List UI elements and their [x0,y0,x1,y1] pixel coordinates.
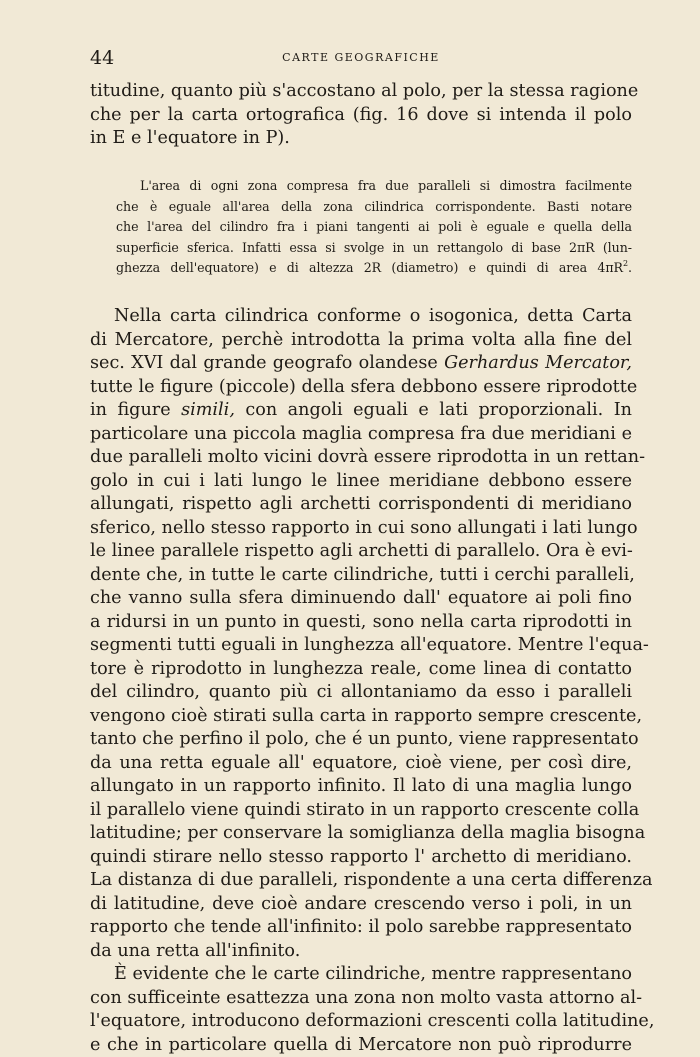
text-line: che per la carta ortografica (fig. 16 dove si intenda il polo [90,104,632,128]
text-line: le linee parallele rispetto agli archetti di parallelo. Ora è evi- [90,540,632,564]
text-line: golo in cui i lati lungo le linee meridiane debbono essere [90,470,632,494]
text-line: il parallelo viene quindi stirato in un rapporto crescente colla [90,799,632,823]
main-paragraph [90,305,632,1057]
text-line: tore è riprodotto in lunghezza reale, come linea di contatto [90,658,632,682]
text-line: di Mercatore, perchè introdotta la prima volta alla fine del [90,329,632,353]
note-line-text: ghezza dell'equatore) e di altezza 2R (diametro) e quindi di area 4πR [116,260,623,275]
text-line: Nella carta cilindrica conforme o isogonica, detta Carta [90,305,632,329]
text-span: in figure [90,400,181,420]
text-line: segmenti tutti eguali in lunghezza all'equatore. Mentre l'equa- [90,634,632,658]
note-line-end: . [628,260,632,275]
note-line: superficie sferica. Infatti essa si svolge in un rettangolo di base 2πR (lun- [116,238,632,259]
note-line: che l'area del cilindro fra i piani tangenti ai poli è eguale e quella della [116,217,632,238]
text-line: dente che, in tutte le carte cilindriche, tutti i cerchi paralleli, [90,564,632,588]
italic-name: Gerhardus Mercator, [444,353,632,373]
text-line: latitudine; per conservare la somiglianza della maglia bisogna [90,822,632,846]
italic-word: simili, [181,400,235,420]
note-line: che è eguale all'area della zona cilindrica corrispondente. Basti notare [116,197,632,218]
text-line: particolare una piccola maglia compresa fra due meridiani e [90,423,632,447]
text-line: e che in particolare quella di Mercatore non può riprodurre [90,1034,632,1057]
text-line: tutte le figure (piccole) della sfera debbono essere riprodotte [90,376,632,400]
page-header [90,47,632,73]
intro-paragraph [90,80,632,151]
text-line: che vanno sulla sfera diminuendo dall' equatore ai poli fino [90,587,632,611]
footnote-block [116,176,632,279]
text-line: con sufficeinte esattezza una zona non molto vasta attorno al- [90,987,632,1011]
text-line: vengono cioè stirati sulla carta in rapporto sempre crescente, [90,705,632,729]
text-line: l'equatore, introducono deformazioni crescenti colla latitudine, [90,1010,632,1034]
text-line: da una retta all'infinito. [90,940,632,964]
note-line [116,258,632,279]
note-line: L'area di ogni zona compresa fra due paralleli si dimostra facilmente [116,176,632,197]
text-line: di latitudine, deve cioè andare crescendo verso i poli, in un [90,893,632,917]
text-line: a ridursi in un punto in questi, sono nella carta riprodotti in [90,611,632,635]
text-line: da una retta eguale all' equatore, cioè viene, per così dire, [90,752,632,776]
text-line: titudine, quanto più s'accostano al polo, per la stessa ragione [90,80,632,104]
text-line: rapporto che tende all'infinito: il polo sarebbe rappresentato [90,916,632,940]
text-line [90,352,632,376]
running-title: CARTE GEOGRAFICHE [90,51,632,64]
text-span: con angoli eguali e lati proporzionali. In [235,400,632,420]
text-span: sec. XVI dal grande geografo olandese [90,353,444,373]
text-line: due paralleli molto vicini dovrà essere riprodotta in un rettan- [90,446,632,470]
superscript: 2 [623,259,628,268]
text-line: allungato in un rapporto infinito. Il lato di una maglia lungo [90,775,632,799]
text-line: tanto che perfino il polo, che é un punto, viene rappresentato [90,728,632,752]
text-line: È evidente che le carte cilindriche, mentre rappresentano [90,963,632,987]
page-number: 44 [90,47,114,69]
text-line: del cilindro, quanto più ci allontaniamo da esso i paralleli [90,681,632,705]
text-line: quindi stirare nello stesso rapporto l' archetto di meridiano. [90,846,632,870]
text-line [90,399,632,423]
text-line: La distanza di due paralleli, rispondente a una certa differenza [90,869,632,893]
text-line: allungati, rispetto agli archetti corrispondenti di meridiano [90,493,632,517]
text-line: sferico, nello stesso rapporto in cui sono allungati i lati lungo [90,517,632,541]
text-line: in E e l'equatore in P). [90,127,632,151]
